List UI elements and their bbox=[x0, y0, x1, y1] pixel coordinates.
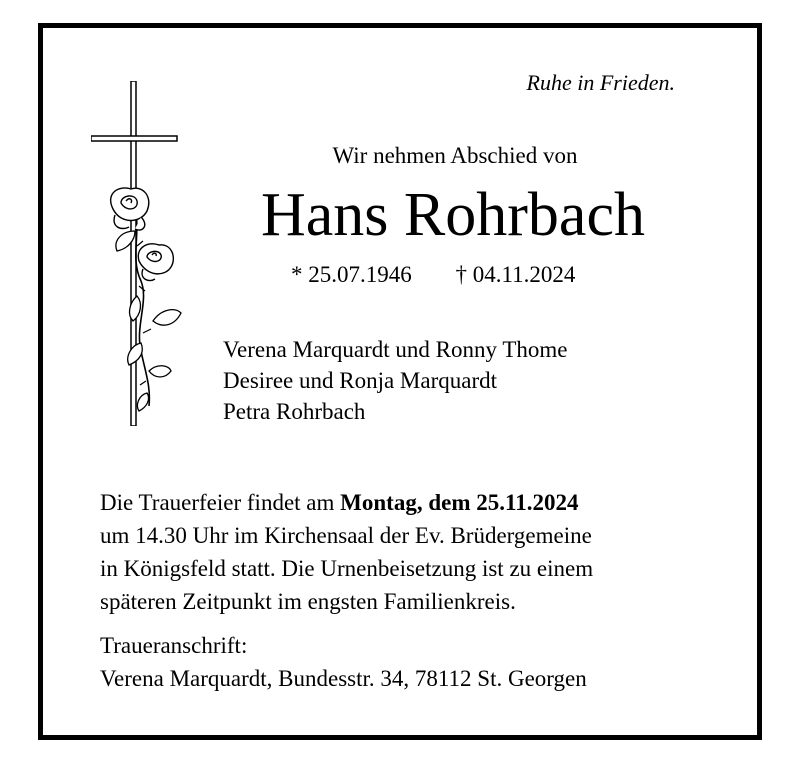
birth-date: * 25.07.1946 bbox=[291, 262, 412, 287]
service-line-3: in Königsfeld statt. Die Urnenbeisetzung ist zu einem bbox=[100, 556, 594, 581]
mourner-line: Petra Rohrbach bbox=[223, 399, 366, 424]
service-line-1 bbox=[100, 486, 593, 519]
deceased-name: Hans Rohrbach bbox=[261, 181, 645, 249]
life-dates bbox=[291, 263, 575, 286]
address-value: Verena Marquardt, Bundesstr. 34, 78112 St. Georgen bbox=[100, 666, 587, 691]
service-date: Montag, dem 25.11.2024 bbox=[340, 490, 579, 515]
mourning-address bbox=[100, 629, 587, 695]
service-info bbox=[100, 486, 593, 618]
mourners-list bbox=[223, 334, 568, 427]
mourner-line: Verena Marquardt und Ronny Thome bbox=[223, 337, 568, 362]
motto: Ruhe in Frieden. bbox=[526, 70, 675, 95]
mourner-line: Desiree und Ronja Marquardt bbox=[223, 368, 498, 393]
death-date: † 04.11.2024 bbox=[455, 262, 576, 287]
service-line-4: späteren Zeitpunkt im engsten Familienkreis. bbox=[100, 589, 516, 614]
service-prefix: Die Trauerfeier findet am bbox=[100, 490, 341, 515]
intro-text: Wir nehmen Abschied von bbox=[332, 143, 578, 168]
cross-with-roses-icon bbox=[91, 81, 187, 426]
address-label: Traueranschrift: bbox=[100, 633, 248, 658]
obituary-frame bbox=[38, 23, 762, 740]
service-line-2: um 14.30 Uhr im Kirchensaal der Ev. Brüdergemeine bbox=[100, 523, 592, 548]
